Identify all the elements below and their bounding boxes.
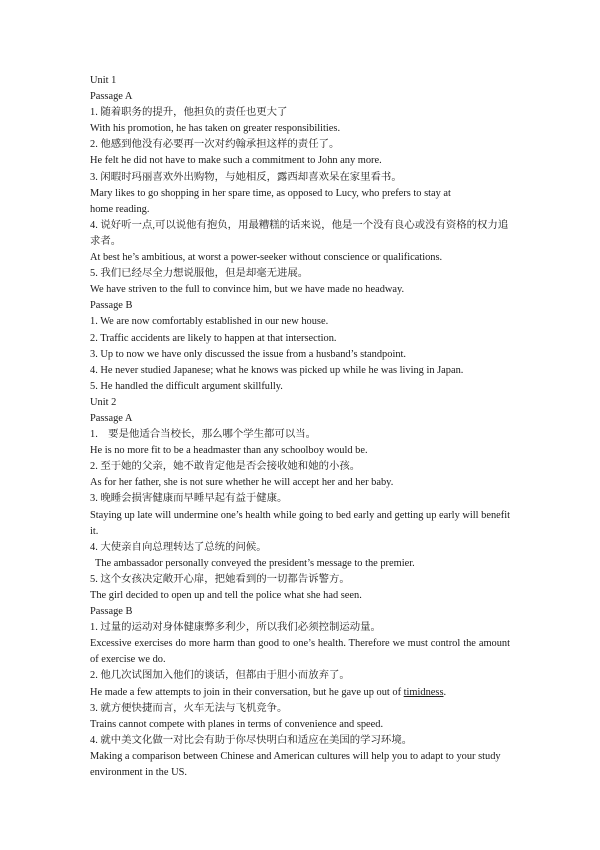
translation-text: He made a few attempts to join in their conversation, but he gave up out of [90,686,404,698]
passage-heading: Passage B [90,300,133,312]
english-translation: The girl decided to open up and tell the police what she had seen. [90,590,362,601]
chinese-sentence: 3. 闲暇时玛丽喜欢外出购物，与她相反，露西却喜欢呆在家里看书。 [90,171,402,183]
english-translation: Making a comparison between Chinese and American cultures will help you to adapt to your study environment in the US. [90,750,501,779]
english-sentence: 4. He never studied Japanese; what he knows was picked up while he was living in Japan. [90,364,464,376]
unit-heading: Unit 2 [90,396,117,408]
passage-heading: Passage A [90,91,133,103]
english-translation: Trains cannot compete with planes in terms of convenience and speed. [90,718,384,730]
chinese-sentence: 2. 至于她的父亲，她不敢肯定他是否会接收她和她的小孩。 [90,461,361,473]
english-translation: Mary likes to go shopping in her spare time, as opposed to Lucy, who prefers to stay at [90,187,451,199]
english-sentence: 3. Up to now we have only discussed the issue from a husband’s standpoint. [90,348,407,360]
english-translation: As for her father, she is not sure whether he will accept her and her baby. [90,477,394,489]
english-translation: At best he’s ambitious, at worst a power-seeker without conscience or qualifications. [90,252,443,264]
chinese-sentence: 1. 要是他适合当校长，那么哪个学生都可以当。 [90,429,316,441]
chinese-sentence: 4. 说好听一点,可以说他有抱负，用最糟糕的话来说，他是一个没有良心或没有资格的权力追求者。 [90,219,509,247]
passage-heading: Passage B [90,606,133,618]
underlined-word: timidness [403,686,444,698]
chinese-sentence: 2. 他感到他没有必要再一次对约翰承担这样的责任了。 [90,139,340,151]
chinese-sentence: 3. 晚睡会损害健康而早睡早起有益于健康。 [90,493,288,505]
chinese-sentence: 1. 随着职务的提升，他担负的责任也更大了 [90,107,288,119]
unit-heading: Unit 1 [90,75,117,86]
english-translation: The ambassador personally conveyed the president’s message to the premier. [95,557,415,569]
english-translation: Excessive exercises do more harm than good to one’s health. Therefore we must control the amount of exercise we do. [90,638,510,666]
chinese-sentence: 1. 过量的运动对身体健康弊多利少，所以我们必须控制运动量。 [90,622,381,634]
chinese-sentence: 4. 大使亲自向总理转达了总统的问候。 [90,541,267,553]
english-sentence: 1. We are now comfortably established in our new house. [90,316,329,328]
english-translation: We have striven to the full to convince him, but we have made no headway. [90,284,405,296]
english-sentence: 2. Traffic accidents are likely to happen at that intersection. [90,332,337,344]
chinese-sentence: 2. 他几次试图加入他们的谈话，但都由于胆小而放弃了。 [90,670,350,682]
english-sentence: 5. He handled the difficult argument skillfully. [90,380,283,392]
english-translation: With his promotion, he has taken on greater responsibilities. [90,123,341,135]
chinese-sentence: 5. 这个女孩决定敞开心扉，把她看到的一切都告诉警方。 [90,573,350,585]
english-translation: Staying up late will undermine one’s health while going to bed early and getting up early will benefit it. [90,509,510,537]
english-translation-continued: home reading. [90,203,150,215]
english-translation [90,685,510,701]
english-translation: He is no more fit to be a headmaster than any schoolboy would be. [90,445,368,457]
translation-punctuation: . [443,686,447,698]
chinese-sentence: 4. 就中美文化做一对比会有助于你尽快明白和适应在美国的学习环境。 [90,734,413,746]
english-translation: He felt he did not have to make such a commitment to John any more. [90,155,382,167]
chinese-sentence: 5. 我们已经尽全力想说服他，但是却毫无进展。 [90,268,309,280]
passage-heading: Passage A [90,412,133,424]
document-body [90,73,510,781]
chinese-sentence: 3. 就方便快捷而言，火车无法与飞机竞争。 [90,702,288,714]
